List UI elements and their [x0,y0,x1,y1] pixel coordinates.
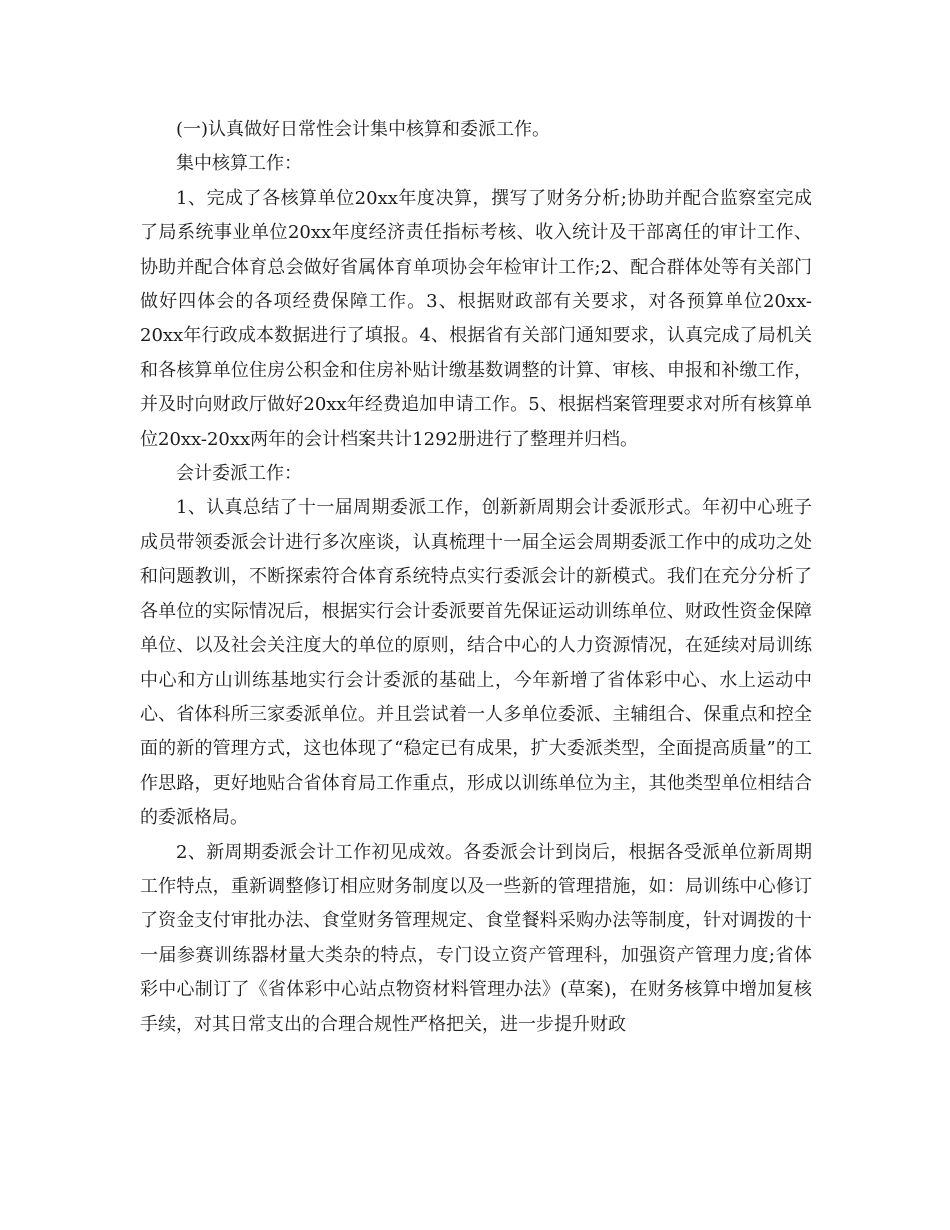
subheading-accounting-assignment: 会计委派工作： [176,463,302,485]
section-heading: (一)认真做好日常性会计集中核算和委派工作。 [176,119,551,140]
paragraph-assignment-2: 2、新周期委派会计工作初见成效。各委派会计到岗后，根据各受派单位新周期工作特点，重新调整修订相应财务制度以及一些新的管理措施，如：局训练中心修订了资金支付审批办法、食堂财务管理规定、食堂餐料采购办法等制度，针对调拨的十一届参赛训练器材量大类杂的特点，专门设立资产管理科，加强资产管理力度;省体彩中心制订了《省体彩中心站点物资材料管理办法》(草案)，在财务核算中增加复核手续，对其日常支出的合理合规性严格把关，进一步提升财政 [140,841,812,1035]
paragraph-centralized-accounting: 1、完成了各核算单位20xx年度决算，撰写了财务分析;协助并配合监察室完成了局系统事业单位20xx年度经济责任指标考核、收入统计及干部离任的审计工作、协助并配合体育总会做好省属体育单项协会年检审计工作;2、配合群体处等有关部门做好四体会的各项经费保障工作。3、根据财政部有关要求，对各预算单位20xx-20xx年行政成本数据进行了填报。4、根据省有关部门通知要求，认真完成了局机关和各核算单位住房公积金和住房补贴计缴基数调整的计算、审核、申报和补缴工作，并及时向财政厅做好20xx年经费追加申请工作。5、根据档案管理要求对所有核算单位20xx-20xx两年的会计档案共计1292册进行了整理并归档。 [140,187,812,450]
subheading-centralized-accounting: 集中核算工作： [176,153,302,175]
paragraph-assignment-1: 1、认真总结了十一届周期委派工作，创新新周期会计委派形式。年初中心班子成员带领委派会计进行多次座谈，认真梳理十一届全运会周期委派工作中的成功之处和问题教训，不断探索符合体育系统特点实行委派会计的新模式。我们在充分分析了各单位的实际情况后，根据实行会计委派要首先保证运动训练单位、财政性资金保障单位、以及社会关注度大的单位的原则，结合中心的人力资源情况，在延续对局训练中心和方山训练基地实行会计委派的基础上，今年新增了省体彩中心、水上运动中心、省体科所三家委派单位。并且尝试着一人多单位委派、主辅组合、保重点和控全面的新的管理方式，这也体现了“稳定已有成果，扩大委派类型，全面提高质量”的工作思路，更好地贴合省体育局工作重点，形成以训练单位为主，其他类型单位相结合的委派格局。 [140,497,812,829]
document-body [140,113,812,1042]
